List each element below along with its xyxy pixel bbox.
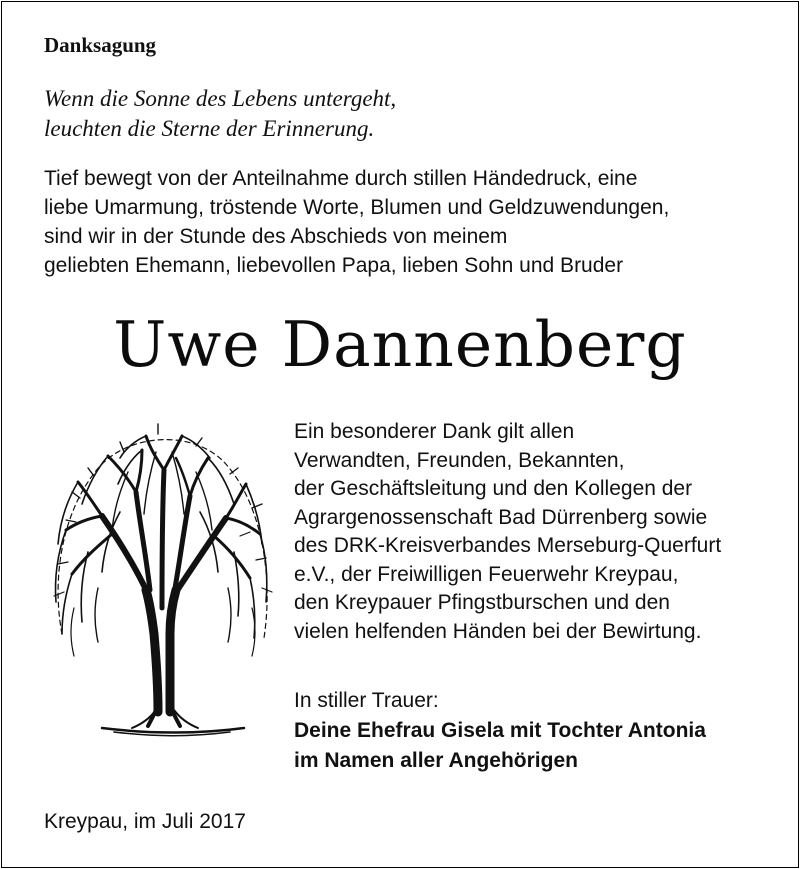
intro-line: liebe Umarmung, tröstende Worte, Blumen und Geldzuwendungen, xyxy=(44,196,670,219)
thanks-paragraph xyxy=(294,418,721,646)
thanks-line: vielen helfenden Händen bei der Bewirtung. xyxy=(294,619,702,643)
tree-illustration-icon xyxy=(40,412,280,742)
thanks-line: Agrargenossenschaft Bad Dürrenberg sowie xyxy=(294,505,708,529)
mourners-line: im Namen aller Angehörigen xyxy=(294,749,578,772)
intro-line: sind wir in der Stunde des Abschieds von meinem xyxy=(44,225,508,248)
mourning-intro: In stiller Trauer: xyxy=(294,689,439,712)
quote-line: Wenn die Sonne des Lebens untergeht, xyxy=(44,86,397,111)
notice-heading: Danksagung xyxy=(44,33,157,57)
thanks-line: des DRK-Kreisverbandes Merseburg-Querfurt xyxy=(294,534,722,557)
intro-line: Tief bewegt von der Anteilnahme durch stillen Händedruck, eine xyxy=(44,167,638,190)
thanks-line: Verwandten, Freunden, Bekannten, xyxy=(294,448,625,472)
memorial-quote xyxy=(44,84,396,144)
mourning-signature xyxy=(294,686,706,776)
thanks-line: e.V., der Freiwilligen Feuerwehr Kreypau, xyxy=(294,562,679,586)
intro-paragraph xyxy=(44,164,669,280)
thanks-line: der Geschäftsleitung und den Kollegen der xyxy=(294,477,693,500)
intro-line: geliebten Ehemann, liebevollen Papa, lieben Sohn und Bruder xyxy=(44,254,624,277)
thanks-line: den Kreypauer Pfingstburschen und den xyxy=(294,591,670,614)
mourners-line: Deine Ehefrau Gisela mit Tochter Antonia xyxy=(294,719,706,742)
place-date: Kreypau, im Juli 2017 xyxy=(44,810,246,833)
quote-line: leuchten die Sterne der Erinnerung. xyxy=(44,116,375,141)
deceased-name: Uwe Dannenberg xyxy=(113,308,687,381)
thanks-line: Ein besonderer Dank gilt allen xyxy=(294,420,575,443)
